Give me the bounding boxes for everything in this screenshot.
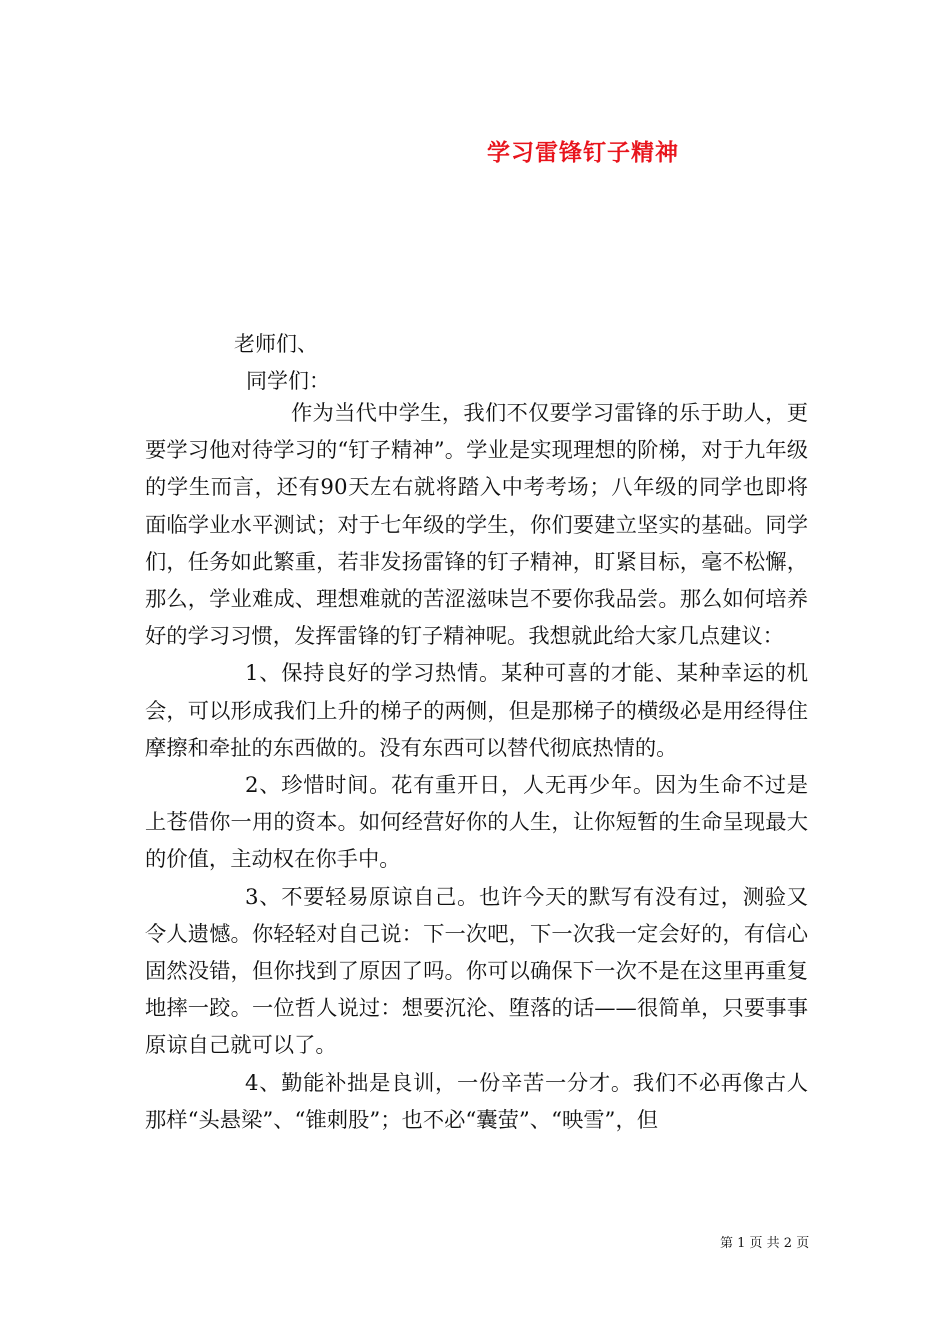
salutation-students: 同学们： [246,369,330,393]
page-number-footer: 第 1 页 共 2 页 [720,1236,810,1251]
salutation-teachers: 老师们、 [234,332,318,356]
paragraph-intro: 作为当代中学生，我们不仅要学习雷锋的乐于助人，更要学习他对待学习的“钉子精神”。学业是实现理想的阶梯，对于九年级的学生而言，还有90天左右就将踏入中考考场；八年级的同学也即将面临学业水平测试；对于七年级的学生，你们要建立坚实的基础。同学们，任务如此繁重，若非发扬雷锋的钉子精神，盯紧目标，毫不松懈，那么，学业难成、理想难就的苦涩滋味岂不要你我品尝。那么如何培养好的学习习惯，发挥雷锋的钉子精神呢。我想就此给大家几点建议： [145,401,808,650]
paragraph-suggestion-1: 1、保持良好的学习热情。某种可喜的才能、某种幸运的机会，可以形成我们上升的梯子的两侧，但是那梯子的横级必是用经得住摩擦和牵扯的东西做的。没有东西可以替代彻底热情的。 [145,661,808,761]
document-title: 学习雷锋钉子精神 [487,139,679,166]
paragraph-suggestion-4: 4、勤能补拙是良训，一份辛苦一分才。我们不必再像古人那样“头悬梁”、“锥刺股”；也不必“囊萤”、“映雪”，但 [145,1070,808,1133]
paragraph-suggestion-2: 2、珍惜时间。花有重开日，人无再少年。因为生命不过是上苍借你一用的资本。如何经营好你的人生，让你短暂的生命呈现最大的价值，主动权在你手中。 [145,773,808,873]
document-body [145,395,808,1139]
paragraph-suggestion-3: 3、不要轻易原谅自己。也许今天的默写有没有过，测验又令人遗憾。你轻轻对自己说：下一次吧，下一次我一定会好的，有信心固然没错，但你找到了原因了吗。你可以确保下一次不是在这里再重复地摔一跤。一位哲人说过：想要沉沦、堕落的话——很简单，只要事事原谅自己就可以了。 [145,884,808,1059]
